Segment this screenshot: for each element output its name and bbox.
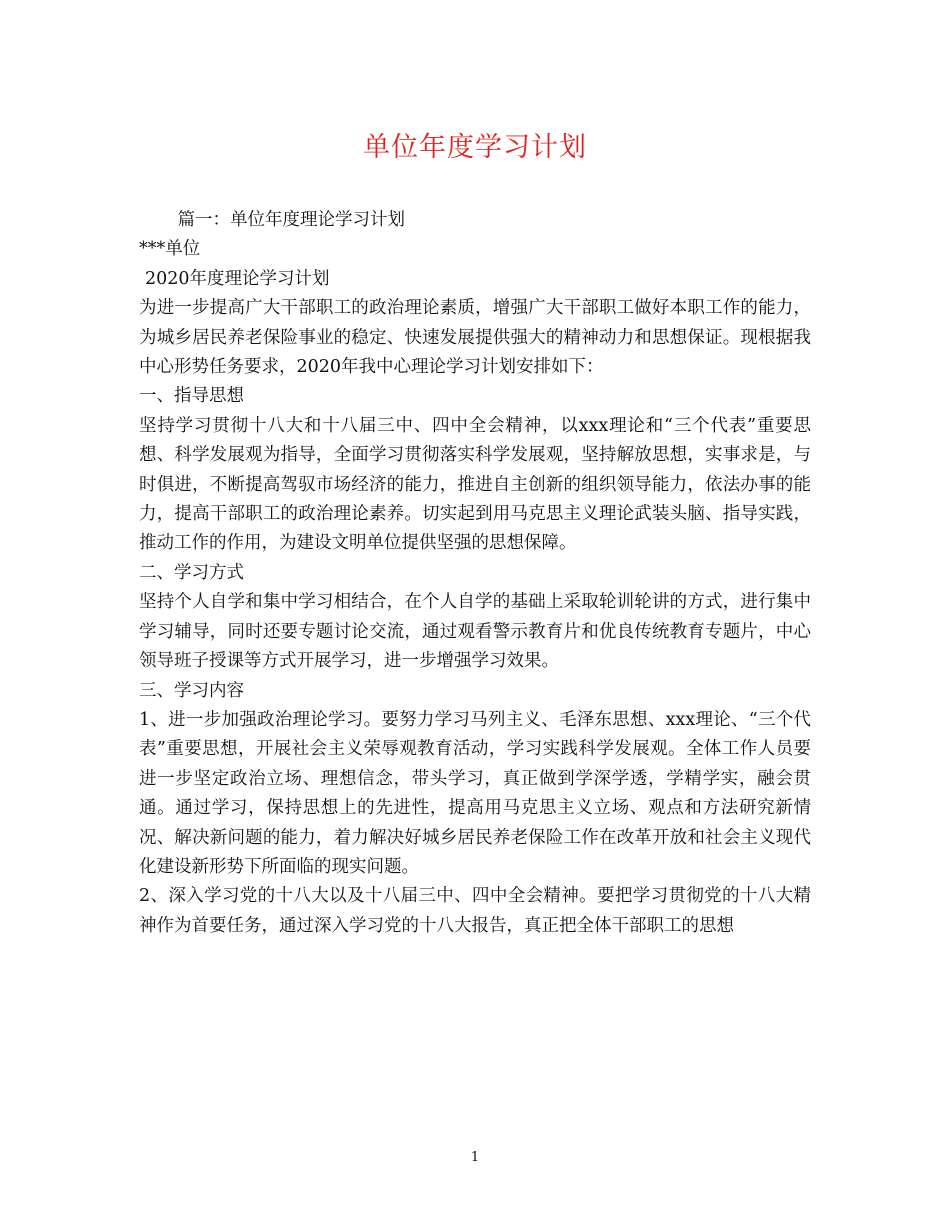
heading-study-method: 二、学习方式 bbox=[139, 562, 244, 583]
page-number: 1 bbox=[470, 1150, 480, 1165]
study-method-paragraph: 坚持个人自学和集中学习相结合，在个人自学的基础上采取轮训轮讲的方式，进行集中学习辅导，同时还要专题讨论交流，通过观看警示教育片和优良传统教育专题片，中心领导班子授课等方式开展学习，进一步增强学习效果。 bbox=[139, 592, 811, 672]
organization-name: ***单位 bbox=[139, 239, 201, 260]
section-heading-part-one: 篇一：单位年度理论学习计划 bbox=[177, 210, 405, 230]
heading-study-content: 三、学习内容 bbox=[139, 680, 244, 701]
guiding-ideology-paragraph: 坚持学习贯彻十八大和十八届三中、四中全会精神，以xxx理论和“三个代表”重要思想、科学发展观为指导，全面学习贯彻落实科学发展观，坚持解放思想，实事求是，与时俱进，不断提高驾驭市场经济的能力，推进自主创新的组织领导能力，依法办事的能力，提高干部职工的政治理论素养。切实起到用马克思主义理论武装头脑、指导实践，推动工作的作用，为建设文明单位提供坚强的思想保障。 bbox=[139, 415, 811, 554]
document-title: 单位年度学习计划 bbox=[363, 132, 587, 163]
document-body bbox=[139, 206, 811, 941]
study-content-item-1: 1、进一步加强政治理论学习。要努力学习马列主义、毛泽东思想、xxx理论、“三个代表”重要思想，开展社会主义荣辱观教育活动，学习实践科学发展观。全体工作人员要进一步坚定政治立场、理想信念，带头学习，真正做到学深学透，学精学实，融会贯通。通过学习，保持思想上的先进性，提高用马克思主义立场、观点和方法研究新情况、解决新问题的能力，着力解决好城乡居民养老保险工作在改革开放和社会主义现代化建设新形势下所面临的现实问题。 bbox=[139, 709, 811, 877]
intro-paragraph: 为进一步提高广大干部职工的政治理论素质，增强广大干部职工做好本职工作的能力，为城乡居民养老保险事业的稳定、快速发展提供强大的精神动力和思想保证。现根据我中心形势任务要求，2020年我中心理论学习计划安排如下： bbox=[139, 298, 811, 378]
heading-guiding-ideology: 一、指导思想 bbox=[139, 386, 244, 407]
study-content-item-2: 2、深入学习党的十八大以及十八届三中、四中全会精神。要把学习贯彻党的十八大精神作为首要任务，通过深入学习党的十八大报告，真正把全体干部职工的思想 bbox=[139, 886, 811, 936]
plan-title: 2020年度理论学习计划 bbox=[145, 268, 330, 289]
